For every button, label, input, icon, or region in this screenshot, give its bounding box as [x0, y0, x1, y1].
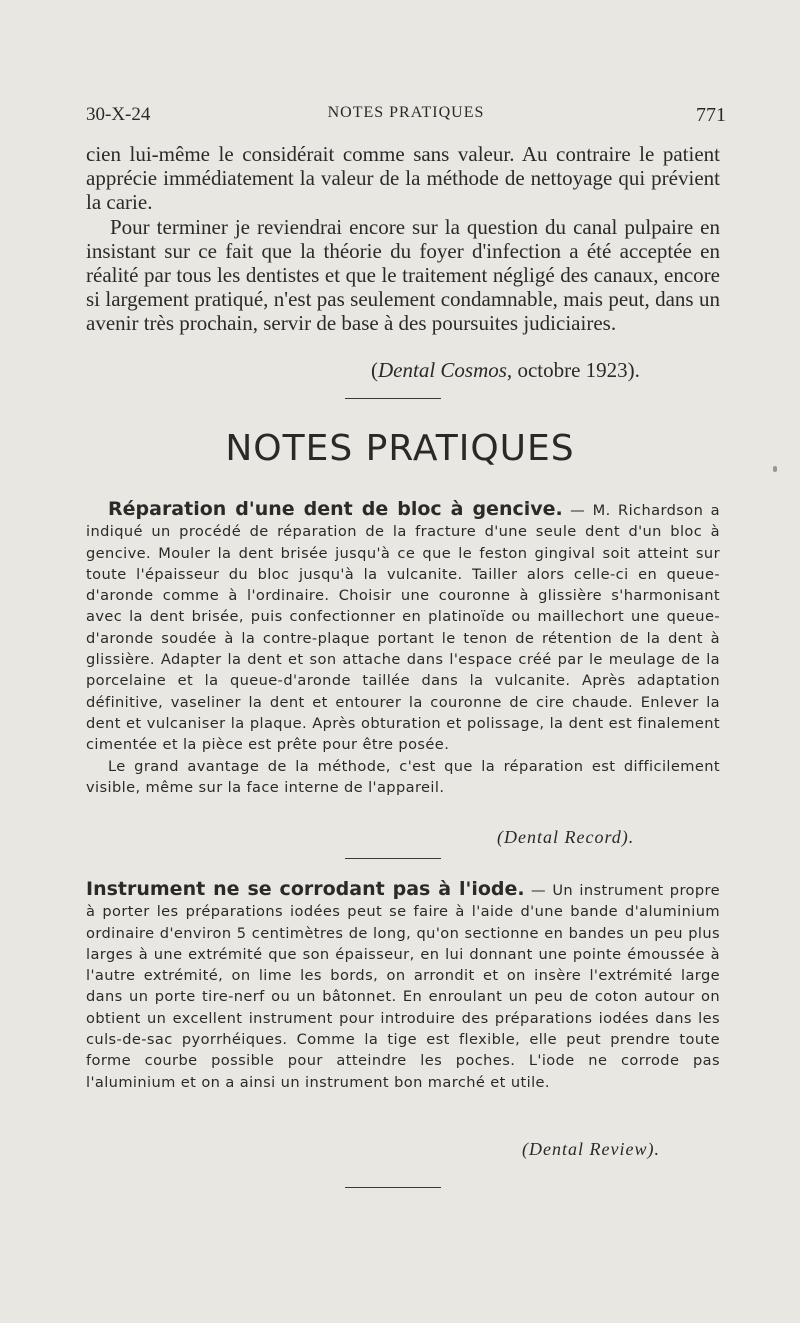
page-number: 771: [696, 104, 726, 126]
article-reparation-text: — M. Richardson a indiqué un procédé de réparation de la fracture d'une seule dent d'un bloc à gencive. Mouler la dent brisée jusqu'à ce que le feston gingival soit atteint sur toute l'épaisseur du bloc jusqu'à la vulcanite. Tailler alors celle-ci en queue-d'aronde comme à l'ordinaire. Choisir une couronne à glissière s'harmonisant avec la dent brisée, puis confectionner en platinoïde ou maillechort une queue-d'aronde soudée à la contre-plaque portant le tenon de rétention de la dent à glissière. Adapter la dent et son attache dans l'espace créé par le meulage de la porcelaine et la queue-d'aronde taillée dans la vulcanite. Après adaptation définitive, vaseliner la dent et entourer la couronne de cire chaude. Enlever la dent et vulcaniser la plaque. Après obturation et polissage, la dent est finalement cimentée et la pièce est prête pour être posée.: [86, 502, 720, 754]
divider-rule: [345, 398, 441, 399]
section-title: NOTES PRATIQUES: [225, 428, 575, 469]
continuation-paragraph-2: Pour terminer je reviendrai encore sur la question du canal pulpaire en insistant sur ce fait que la théorie du foyer d'infection a été acceptée en réalité par tous les dentistes et que le traitement négligé des canaux, encore si largement pratiqué, n'est pas seulement condamnable, mais peut, dans un avenir très prochain, servir de base à des poursuites judiciaires.: [86, 214, 720, 336]
paper-speck: [773, 466, 777, 472]
article-instrument-heading: Instrument ne se corrodant pas à l'iode.: [86, 878, 525, 900]
source-journal: Dental Cosmos,: [378, 358, 513, 382]
article-reparation-paragraph: [86, 499, 720, 756]
article-reparation-paragraph-2: Le grand avantage de la méthode, c'est que la réparation est difficilement visible, même sur la face interne de l'appareil.: [86, 757, 720, 796]
article-instrument: [86, 879, 720, 1093]
article-instrument-source: (Dental Review).: [522, 1139, 660, 1159]
header-title: NOTES PRATIQUES: [327, 104, 485, 121]
divider-rule: [345, 1187, 441, 1188]
header-date: 30-X-24: [86, 104, 151, 125]
continuation-source: (Dental Cosmos, octobre 1923).: [371, 358, 640, 382]
article-reparation-heading: Réparation d'une dent de bloc à gencive.: [108, 498, 563, 520]
continuation-text: [86, 142, 720, 336]
article-reparation-source: (Dental Record).: [497, 827, 635, 847]
article-reparation: [86, 499, 720, 798]
divider-rule: [345, 858, 441, 859]
article-instrument-paragraph: [86, 879, 720, 1093]
source-date: octobre 1923).: [512, 358, 640, 382]
running-header: [86, 104, 726, 132]
article-instrument-text: — Un instrument propre à porter les préparations iodées peut se faire à l'aide d'une bande d'aluminium ordinaire d'environ 5 centimètres de long, qu'on sectionne en bandes un peu plus larges à une extrémité que son épaisseur, en lui donnant une pointe émoussée à l'autre extrémité, on lime les bords, on arrondit et on insère l'extrémité large dans un porte tire-nerf ou un bâtonnet. En enroulant un peu de coton autour on obtient un excellent instrument pour introduire des préparations iodées dans les culs-de-sac pyorrhéiques. Comme la tige est flexible, elle peut prendre toute forme courbe possible pour atteindre les poches. L'iode ne corrode pas l'aluminium et on a ainsi un instrument bon marché et utile.: [86, 882, 721, 1091]
continuation-paragraph-1: cien lui-même le considérait comme sans valeur. Au contraire le patient apprécie immédiatement la valeur de la méthode de nettoyage qui prévient la carie.: [86, 142, 720, 215]
